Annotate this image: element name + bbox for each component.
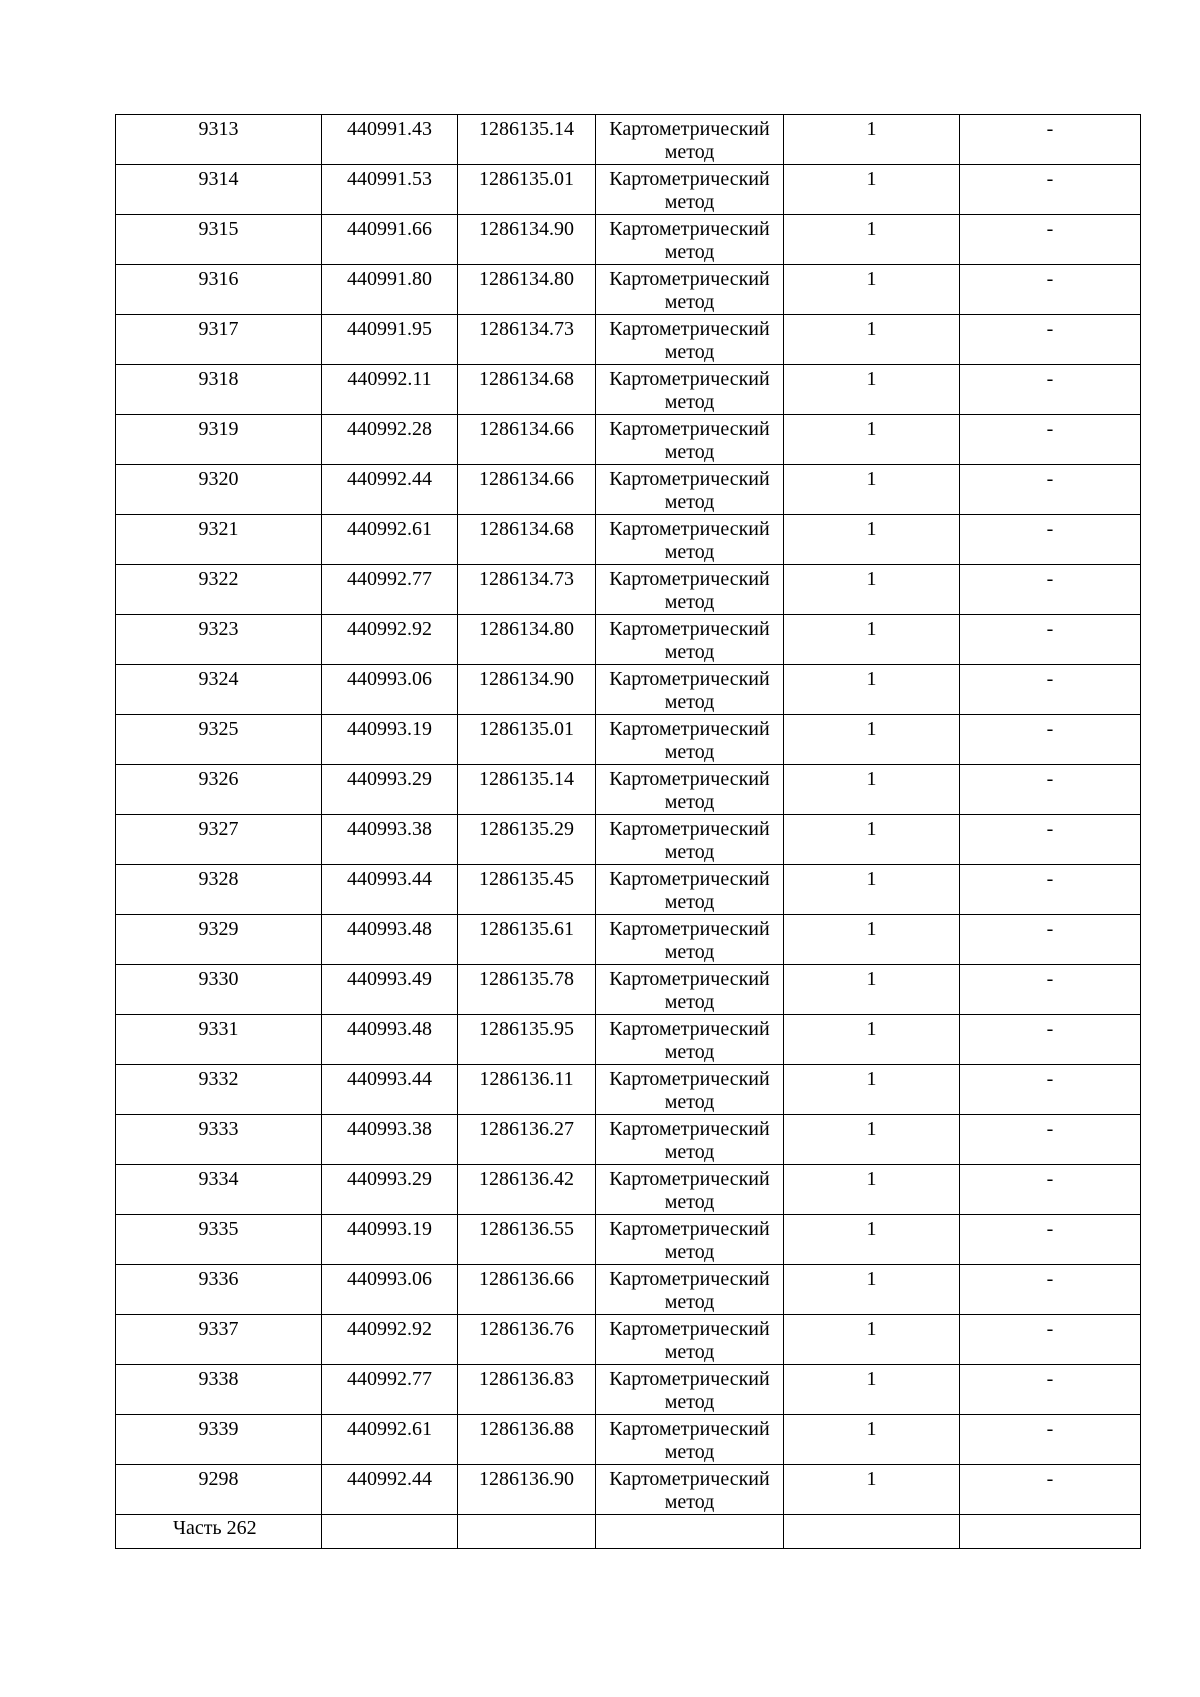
x-coordinate-cell: 440993.19 (322, 715, 458, 765)
accuracy-cell: 1 (784, 215, 960, 265)
table-row (116, 1015, 1141, 1065)
x-coordinate-cell: 440992.77 (322, 1365, 458, 1415)
point-number-cell: 9326 (116, 765, 322, 815)
y-coordinate-cell: 1286135.14 (458, 765, 596, 815)
accuracy-cell: 1 (784, 1065, 960, 1115)
point-number-cell: 9333 (116, 1115, 322, 1165)
table-row (116, 1315, 1141, 1365)
y-coordinate-cell: 1286134.73 (458, 315, 596, 365)
description-cell: - (960, 815, 1141, 865)
point-number-cell: 9321 (116, 515, 322, 565)
empty-cell (596, 1515, 784, 1549)
point-number-cell: 9316 (116, 265, 322, 315)
description-cell: - (960, 1415, 1141, 1465)
x-coordinate-cell: 440993.38 (322, 815, 458, 865)
method-cell: Картометрический метод (596, 115, 784, 165)
x-coordinate-cell: 440992.92 (322, 1315, 458, 1365)
accuracy-cell: 1 (784, 115, 960, 165)
accuracy-cell: 1 (784, 1415, 960, 1465)
accuracy-cell: 1 (784, 265, 960, 315)
y-coordinate-cell: 1286136.27 (458, 1115, 596, 1165)
description-cell: - (960, 1215, 1141, 1265)
empty-cell (784, 1515, 960, 1549)
accuracy-cell: 1 (784, 815, 960, 865)
method-cell: Картометрический метод (596, 415, 784, 465)
accuracy-cell: 1 (784, 1315, 960, 1365)
description-cell: - (960, 1015, 1141, 1065)
point-number-cell: 9320 (116, 465, 322, 515)
method-cell: Картометрический метод (596, 965, 784, 1015)
description-cell: - (960, 1115, 1141, 1165)
method-cell: Картометрический метод (596, 165, 784, 215)
y-coordinate-cell: 1286134.80 (458, 615, 596, 665)
description-cell: - (960, 115, 1141, 165)
description-cell: - (960, 615, 1141, 665)
method-cell: Картометрический метод (596, 1465, 784, 1515)
table-row (116, 815, 1141, 865)
table-row (116, 915, 1141, 965)
method-cell: Картометрический метод (596, 1415, 784, 1465)
accuracy-cell: 1 (784, 765, 960, 815)
accuracy-cell: 1 (784, 415, 960, 465)
point-number-cell: 9315 (116, 215, 322, 265)
point-number-cell: 9314 (116, 165, 322, 215)
empty-cell (960, 1515, 1141, 1549)
y-coordinate-cell: 1286136.42 (458, 1165, 596, 1215)
point-number-cell: 9334 (116, 1165, 322, 1215)
part-label: Часть 262 (116, 1515, 322, 1549)
description-cell: - (960, 1315, 1141, 1365)
y-coordinate-cell: 1286134.68 (458, 365, 596, 415)
description-cell: - (960, 365, 1141, 415)
accuracy-cell: 1 (784, 615, 960, 665)
description-cell: - (960, 665, 1141, 715)
method-cell: Картометрический метод (596, 615, 784, 665)
point-number-cell: 9331 (116, 1015, 322, 1065)
y-coordinate-cell: 1286135.78 (458, 965, 596, 1015)
y-coordinate-cell: 1286134.68 (458, 515, 596, 565)
description-cell: - (960, 215, 1141, 265)
coordinates-table (115, 114, 1141, 1549)
table-row (116, 1365, 1141, 1415)
accuracy-cell: 1 (784, 715, 960, 765)
point-number-cell: 9313 (116, 115, 322, 165)
description-cell: - (960, 515, 1141, 565)
y-coordinate-cell: 1286134.73 (458, 565, 596, 615)
accuracy-cell: 1 (784, 515, 960, 565)
point-number-cell: 9323 (116, 615, 322, 665)
accuracy-cell: 1 (784, 915, 960, 965)
accuracy-cell: 1 (784, 565, 960, 615)
method-cell: Картометрический метод (596, 1215, 784, 1265)
description-cell: - (960, 715, 1141, 765)
table-row (116, 1465, 1141, 1515)
method-cell: Картометрический метод (596, 1365, 784, 1415)
point-number-cell: 9318 (116, 365, 322, 415)
method-cell: Картометрический метод (596, 465, 784, 515)
y-coordinate-cell: 1286135.29 (458, 815, 596, 865)
point-number-cell: 9337 (116, 1315, 322, 1365)
method-cell: Картометрический метод (596, 1315, 784, 1365)
description-cell: - (960, 765, 1141, 815)
accuracy-cell: 1 (784, 165, 960, 215)
method-cell: Картометрический метод (596, 815, 784, 865)
point-number-cell: 9317 (116, 315, 322, 365)
y-coordinate-cell: 1286135.01 (458, 715, 596, 765)
description-cell: - (960, 965, 1141, 1015)
description-cell: - (960, 915, 1141, 965)
point-number-cell: 9338 (116, 1365, 322, 1415)
description-cell: - (960, 1065, 1141, 1115)
point-number-cell: 9335 (116, 1215, 322, 1265)
method-cell: Картометрический метод (596, 915, 784, 965)
point-number-cell: 9298 (116, 1465, 322, 1515)
table-row (116, 1165, 1141, 1215)
y-coordinate-cell: 1286136.88 (458, 1415, 596, 1465)
coordinates-table-body (116, 115, 1141, 1549)
x-coordinate-cell: 440992.77 (322, 565, 458, 615)
method-cell: Картометрический метод (596, 1165, 784, 1215)
table-row (116, 1415, 1141, 1465)
y-coordinate-cell: 1286136.90 (458, 1465, 596, 1515)
x-coordinate-cell: 440993.48 (322, 1015, 458, 1065)
table-row (116, 115, 1141, 165)
table-row (116, 315, 1141, 365)
y-coordinate-cell: 1286135.14 (458, 115, 596, 165)
y-coordinate-cell: 1286136.55 (458, 1215, 596, 1265)
table-row (116, 465, 1141, 515)
point-number-cell: 9325 (116, 715, 322, 765)
x-coordinate-cell: 440993.06 (322, 665, 458, 715)
table-row (116, 615, 1141, 665)
x-coordinate-cell: 440992.28 (322, 415, 458, 465)
method-cell: Картометрический метод (596, 215, 784, 265)
point-number-cell: 9322 (116, 565, 322, 615)
table-row (116, 765, 1141, 815)
method-cell: Картометрический метод (596, 765, 784, 815)
description-cell: - (960, 165, 1141, 215)
y-coordinate-cell: 1286136.66 (458, 1265, 596, 1315)
accuracy-cell: 1 (784, 1015, 960, 1065)
point-number-cell: 9332 (116, 1065, 322, 1115)
y-coordinate-cell: 1286135.01 (458, 165, 596, 215)
x-coordinate-cell: 440991.95 (322, 315, 458, 365)
method-cell: Картометрический метод (596, 515, 784, 565)
y-coordinate-cell: 1286136.76 (458, 1315, 596, 1365)
x-coordinate-cell: 440992.61 (322, 1415, 458, 1465)
x-coordinate-cell: 440992.61 (322, 515, 458, 565)
accuracy-cell: 1 (784, 315, 960, 365)
table-row (116, 415, 1141, 465)
table-row (116, 1065, 1141, 1115)
x-coordinate-cell: 440991.53 (322, 165, 458, 215)
description-cell: - (960, 1265, 1141, 1315)
y-coordinate-cell: 1286134.66 (458, 415, 596, 465)
description-cell: - (960, 865, 1141, 915)
method-cell: Картометрический метод (596, 1015, 784, 1065)
table-row (116, 215, 1141, 265)
x-coordinate-cell: 440993.29 (322, 765, 458, 815)
description-cell: - (960, 465, 1141, 515)
x-coordinate-cell: 440993.38 (322, 1115, 458, 1165)
method-cell: Картометрический метод (596, 565, 784, 615)
x-coordinate-cell: 440993.48 (322, 915, 458, 965)
table-row (116, 1265, 1141, 1315)
table-row (116, 715, 1141, 765)
accuracy-cell: 1 (784, 1215, 960, 1265)
accuracy-cell: 1 (784, 365, 960, 415)
method-cell: Картометрический метод (596, 715, 784, 765)
x-coordinate-cell: 440993.29 (322, 1165, 458, 1215)
point-number-cell: 9336 (116, 1265, 322, 1315)
y-coordinate-cell: 1286134.80 (458, 265, 596, 315)
x-coordinate-cell: 440992.44 (322, 1465, 458, 1515)
method-cell: Картометрический метод (596, 365, 784, 415)
point-number-cell: 9327 (116, 815, 322, 865)
x-coordinate-cell: 440993.49 (322, 965, 458, 1015)
x-coordinate-cell: 440993.19 (322, 1215, 458, 1265)
x-coordinate-cell: 440992.11 (322, 365, 458, 415)
table-row (116, 865, 1141, 915)
y-coordinate-cell: 1286135.95 (458, 1015, 596, 1065)
accuracy-cell: 1 (784, 1165, 960, 1215)
method-cell: Картометрический метод (596, 665, 784, 715)
method-cell: Картометрический метод (596, 265, 784, 315)
x-coordinate-cell: 440993.06 (322, 1265, 458, 1315)
point-number-cell: 9319 (116, 415, 322, 465)
method-cell: Картометрический метод (596, 315, 784, 365)
method-cell: Картометрический метод (596, 865, 784, 915)
y-coordinate-cell: 1286134.90 (458, 215, 596, 265)
x-coordinate-cell: 440991.43 (322, 115, 458, 165)
x-coordinate-cell: 440993.44 (322, 1065, 458, 1115)
part-row (116, 1515, 1141, 1549)
accuracy-cell: 1 (784, 1465, 960, 1515)
point-number-cell: 9339 (116, 1415, 322, 1465)
y-coordinate-cell: 1286135.61 (458, 915, 596, 965)
description-cell: - (960, 1465, 1141, 1515)
empty-cell (458, 1515, 596, 1549)
method-cell: Картометрический метод (596, 1115, 784, 1165)
table-row (116, 165, 1141, 215)
y-coordinate-cell: 1286134.66 (458, 465, 596, 515)
table-row (116, 665, 1141, 715)
y-coordinate-cell: 1286134.90 (458, 665, 596, 715)
x-coordinate-cell: 440992.44 (322, 465, 458, 515)
accuracy-cell: 1 (784, 1115, 960, 1165)
table-row (116, 1115, 1141, 1165)
table-row (116, 1215, 1141, 1265)
method-cell: Картометрический метод (596, 1065, 784, 1115)
accuracy-cell: 1 (784, 1265, 960, 1315)
table-row (116, 965, 1141, 1015)
description-cell: - (960, 565, 1141, 615)
accuracy-cell: 1 (784, 665, 960, 715)
x-coordinate-cell: 440991.66 (322, 215, 458, 265)
point-number-cell: 9328 (116, 865, 322, 915)
description-cell: - (960, 415, 1141, 465)
accuracy-cell: 1 (784, 965, 960, 1015)
empty-cell (322, 1515, 458, 1549)
description-cell: - (960, 265, 1141, 315)
y-coordinate-cell: 1286135.45 (458, 865, 596, 915)
point-number-cell: 9329 (116, 915, 322, 965)
table-row (116, 515, 1141, 565)
y-coordinate-cell: 1286136.11 (458, 1065, 596, 1115)
method-cell: Картометрический метод (596, 1265, 784, 1315)
table-row (116, 365, 1141, 415)
table-row (116, 565, 1141, 615)
x-coordinate-cell: 440993.44 (322, 865, 458, 915)
y-coordinate-cell: 1286136.83 (458, 1365, 596, 1415)
table-row (116, 265, 1141, 315)
x-coordinate-cell: 440992.92 (322, 615, 458, 665)
accuracy-cell: 1 (784, 865, 960, 915)
accuracy-cell: 1 (784, 1365, 960, 1415)
point-number-cell: 9324 (116, 665, 322, 715)
description-cell: - (960, 1365, 1141, 1415)
point-number-cell: 9330 (116, 965, 322, 1015)
description-cell: - (960, 1165, 1141, 1215)
x-coordinate-cell: 440991.80 (322, 265, 458, 315)
description-cell: - (960, 315, 1141, 365)
accuracy-cell: 1 (784, 465, 960, 515)
